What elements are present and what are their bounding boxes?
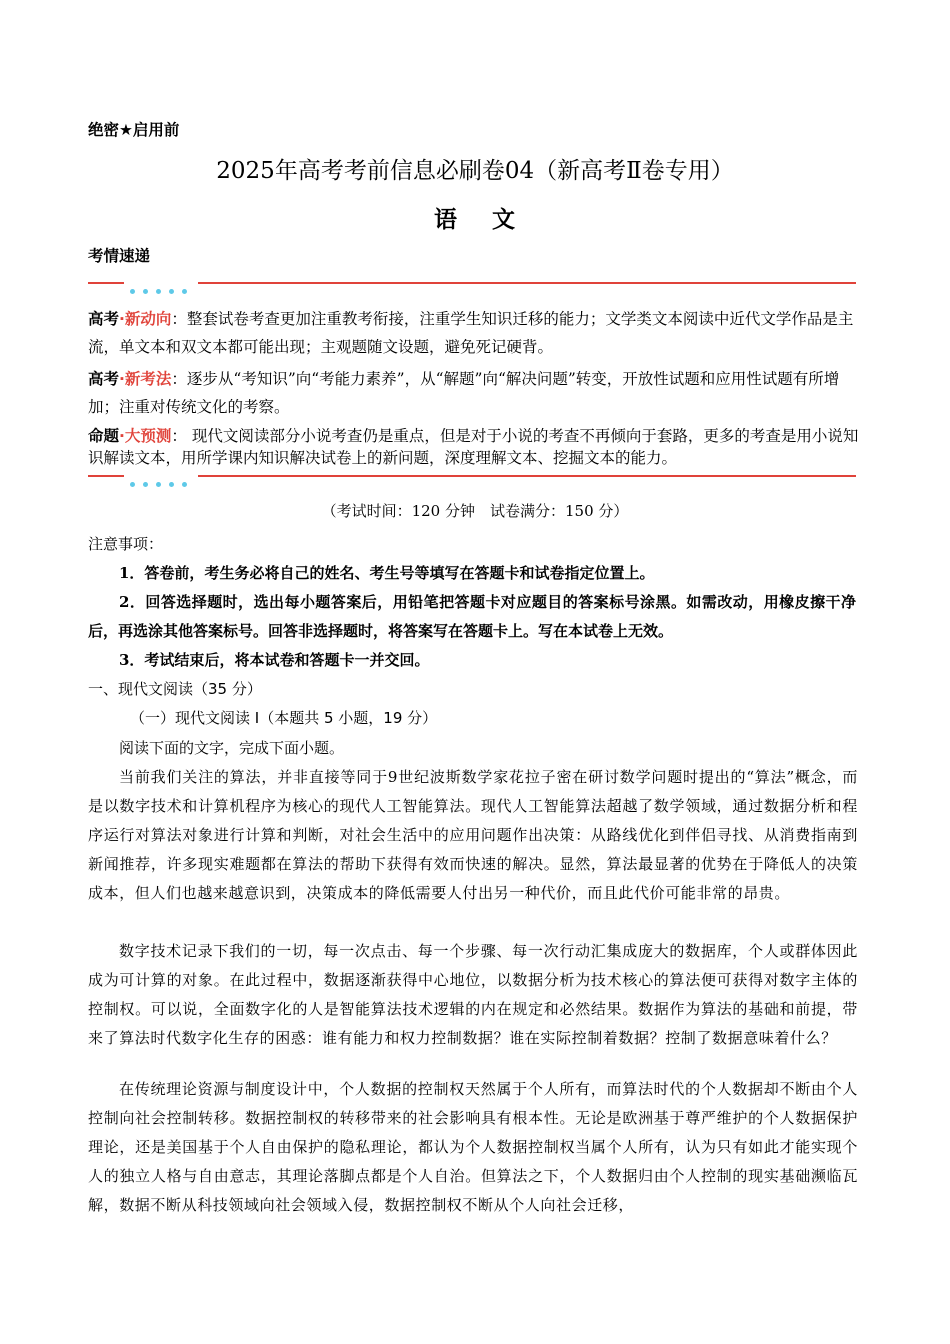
overview-item-new-trend: 高考·新动向：整套试卷考查更加注重教考衔接，注重学生知识迁移的能力；文学类文本阅读中近代文学作品是主流，单文本和双文本都可能出现；主观题随文设题，避免死记硬背。 — [88, 310, 854, 356]
notice-item: 3．考试结束后，将本试卷和答题卡一并交回。 — [119, 651, 430, 669]
exam-time-info: （考试时间：120 分钟 试卷满分：150 分） — [321, 502, 629, 520]
subject-title — [0, 201, 950, 234]
paper-title: 2025年高考考前信息必刷卷04（新高考Ⅱ卷专用） — [216, 158, 734, 184]
passage-paragraph: 数字技术记录下我们的一切，每一次点击、每一个步骤、每一次行动汇集成庞大的数据库，个人或群体因此成为可计算的对象。在此过程中，数据逐渐获得中心地位，以数据分析为技术核心的算法便可获得对数字主体的控制权。可以说，全面数字化的人是智能算法技术逻辑的内在规定和必然结果。数据作为算法的基础和前提，带来了算法时代数字化生存的困惑：谁有能力和权力控制数据？谁在实际控制着数据？控制了数据意味着什么？ — [88, 942, 858, 1047]
subject-char-1: 语 — [434, 206, 458, 233]
subject-char-2: 文 — [492, 206, 516, 233]
section-heading: 一、现代文阅读（35 分） — [88, 680, 262, 698]
passage-paragraph: 在传统理论资源与制度设计中，个人数据的控制权天然属于个人所有，而算法时代的个人数据却不断由个人控制向社会控制转移。数据控制权的转移带来的社会影响具有根本性。无论是欧洲基于尊严维护的个人数据保护理论，还是美国基于个人自由保护的隐私理论，都认为个人数据控制权当属个人所有，认为只有如此才能实现个人的独立人格与自由意志，其理论落脚点都是个人自治。但算法之下，个人数据归由个人控制的现实基础濒临瓦解，数据不断从科技领域向社会领域入侵，数据控制权不断从个人向社会迁移， — [88, 1080, 858, 1214]
overview-item-new-method: 高考·新考法：逐步从“考知识”向“考能力素养”，从“解题”向“解决问题”转变，开放性试题和应用性试题有所增加；注重对传统文化的考察。 — [88, 370, 840, 416]
decorative-divider-bottom — [88, 471, 856, 481]
subsection-heading: （一）现代文阅读 I（本题共 5 小题，19 分） — [130, 709, 438, 727]
confidential-label: 绝密★启用前 — [88, 121, 180, 139]
notice-heading: 注意事项： — [88, 535, 164, 553]
overview-item-prediction: 命题·大预测： 现代文阅读部分小说考查仍是重点，但是对于小说的考查不再倾向于套路，更多的考查是用小说知识解读文本，用所学课内知识解决试卷上的新问题，深度理解文本、挖掘文本的能力。 — [88, 427, 859, 467]
reading-instruction: 阅读下面的文字，完成下面小题。 — [119, 739, 345, 757]
overview-heading: 考情速递 — [88, 247, 151, 265]
notice-item: 1．答卷前，考生务必将自己的姓名、考生号等填写在答题卡和试卷指定位置上。 — [119, 564, 655, 582]
dots-icon — [130, 279, 195, 298]
decorative-divider-top — [88, 278, 856, 288]
notice-item: 2．回答选择题时，选出每小题答案后，用铅笔把答题卡对应题目的答案标号涂黑。如需改动，用橡皮擦干净后，再选涂其他答案标号。回答非选择题时，将答案写在答题卡上。写在本试卷上无效。 — [88, 593, 856, 640]
dots-icon — [130, 472, 195, 491]
passage-paragraph: 当前我们关注的算法，并非直接等同于9世纪波斯数学家花拉子密在研讨数学问题时提出的“算法”概念，而是以数字技术和计算机程序为核心的现代人工智能算法。现代人工智能算法超越了数学领域，通过数据分析和程序运行对算法对象进行计算和判断，对社会生活中的应用问题作出决策：从路线优化到伴侣寻找、从消费指南到新闻推荐，许多现实难题都在算法的帮助下获得有效而快速的解决。显然，算法最显著的优势在于降低人的决策成本，但人们也越来越意识到，决策成本的降低需要人付出另一种代价，而且此代价可能非常的昂贵。 — [88, 768, 858, 902]
